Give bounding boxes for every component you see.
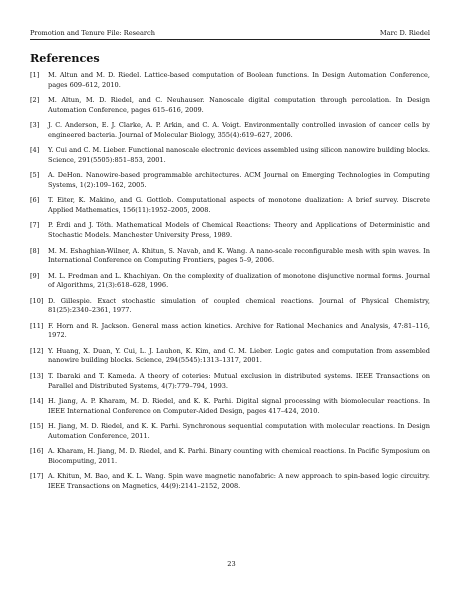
reference-item xyxy=(30,447,430,466)
reference-item xyxy=(30,196,430,215)
reference-text: D. Gillespie. Exact stochastic simulation of coupled chemical reactions. Journal of Physical Chemistry, 81(25):2340–2361, 1977. xyxy=(48,296,430,315)
reference-number: [17] xyxy=(30,472,44,481)
reference-text: A. DeHon. Nanowire-based programmable architectures. ACM Journal on Emerging Technologies in Computing Systems, 1(2):109–162, 2005. xyxy=(48,171,430,189)
header-right: Marc D. Riedel xyxy=(379,29,430,37)
reference-number: [16] xyxy=(30,447,44,456)
reference-text: Y. Cui and C. M. Lieber. Functional nanoscale electronic devices assembled using silicon nanowire building blocks. Science, 291(5505):851–853, 2001. xyxy=(48,146,430,164)
reference-item xyxy=(30,472,430,491)
reference-text: P. Érdi and J. Tóth. Mathematical Models of Chemical Reactions: Theory and Applications of Deterministic and Stochastic Models. Manchester University Press, 1989. xyxy=(48,221,430,240)
reference-text: Y. Huang, X. Duan, Y. Cui, L. J. Lauhon, K. Kim, and C. M. Lieber. Logic gates and computation from assembled nanowire building blocks. Science, 294(5545):1313–1317, 2001. xyxy=(48,346,430,365)
reference-number: [10] xyxy=(30,296,44,305)
reference-text: A. Khitun, M. Bao, and K. L. Wang. Spin wave magnetic nanofabric: A new approach to spin-based logic circuitry. IEEE Transactions on Magnetics, 44(9):2141–2152, 2008. xyxy=(48,472,430,490)
page-number: 23 xyxy=(227,560,236,568)
reference-number: [11] xyxy=(30,321,44,330)
reference-item xyxy=(30,221,430,240)
reference-text: J. C. Anderson, E. J. Clarke, A. P. Arkin, and C. A. Voigt. Environmentally controlled invasion of cancer cells by engineered bacteria. Journal of Molecular Biology, 355(4):619–627, 2006. xyxy=(48,121,430,139)
reference-list xyxy=(30,71,430,497)
reference-text: F. Horn and R. Jackson. General mass action kinetics. Archive for Rational Mechanics and Analysis, 47:81–116, 1972. xyxy=(48,321,430,340)
reference-text: A. Kharam, H. Jiang, M. D. Riedel, and K. Parhi. Binary counting with chemical reactions. In Pacific Symposium on Biocomputing, 2011. xyxy=(48,447,430,465)
reference-item xyxy=(30,297,430,316)
reference-item xyxy=(30,247,430,266)
reference-number: [3] xyxy=(30,121,40,130)
section-title: References xyxy=(30,51,100,65)
reference-item xyxy=(30,397,430,416)
reference-text: T. Eiter, K. Makino, and G. Gottlob. Computational aspects of monotone dualization: A brief survey. Discrete Applied Mathematics, 156(11):1952–2005, 2008. xyxy=(48,196,430,214)
reference-number: [4] xyxy=(30,146,40,155)
reference-text: M. L. Fredman and L. Khachiyan. On the complexity of dualization of monotone disjunctive normal forms. Journal of Algorithms, 21(3):618–628, 1996. xyxy=(48,271,430,290)
reference-number: [13] xyxy=(30,371,44,380)
reference-item xyxy=(30,372,430,391)
reference-number: [14] xyxy=(30,397,44,406)
reference-item xyxy=(30,121,430,140)
reference-text: H. Jiang, M. D. Riedel, and K. K. Parhi. Synchronous sequential computation with molecular reactions. In Design Automation Conference, 2011. xyxy=(48,422,430,440)
reference-number: [7] xyxy=(30,221,40,230)
reference-number: [6] xyxy=(30,196,40,205)
reference-number: [5] xyxy=(30,171,40,180)
reference-number: [15] xyxy=(30,422,44,431)
reference-number: [1] xyxy=(30,71,40,79)
reference-text: H. Jiang, A. P. Kharam, M. D. Riedel, and K. K. Parhi. Digital signal processing with biomolecular reactions. In IEEE International Conference on Computer-Aided Design, pages 417–424, 2010. xyxy=(48,397,430,415)
reference-text: M. Altun, M. D. Riedel, and C. Neuhauser. Nanoscale digital computation through percolation. In Design Automation Conference, pages 615–616, 2009. xyxy=(48,96,430,114)
running-header xyxy=(30,29,430,37)
reference-text: T. Ibaraki and T. Kameda. A theory of coteries: Mutual exclusion in distributed systems. IEEE Transactions on Parallel and Distributed Systems, 4(7):779–794, 1993. xyxy=(48,371,430,390)
reference-item xyxy=(30,322,430,341)
reference-number: [8] xyxy=(30,246,40,255)
reference-number: [9] xyxy=(30,271,40,280)
reference-item xyxy=(30,272,430,291)
reference-item xyxy=(30,422,430,441)
reference-number: [2] xyxy=(30,96,40,105)
reference-item xyxy=(30,71,430,90)
reference-text: M. M. Eshaghian-Wilner, A. Khitun, S. Navab, and K. Wang. A nano-scale reconfigurable mesh with spin waves. In International Conference on Computing Frontiers, pages 5–9, 2006. xyxy=(48,246,430,265)
header-left: Promotion and Tenure File: Research xyxy=(30,29,155,37)
reference-item xyxy=(30,171,430,190)
reference-item xyxy=(30,96,430,115)
header-rule xyxy=(30,39,430,40)
reference-number: [12] xyxy=(30,346,44,355)
reference-text: M. Altun and M. D. Riedel. Lattice-based computation of Boolean functions. In Design Automation Conference, pages 609–612, 2010. xyxy=(48,71,430,89)
reference-item xyxy=(30,347,430,366)
reference-item xyxy=(30,146,430,165)
